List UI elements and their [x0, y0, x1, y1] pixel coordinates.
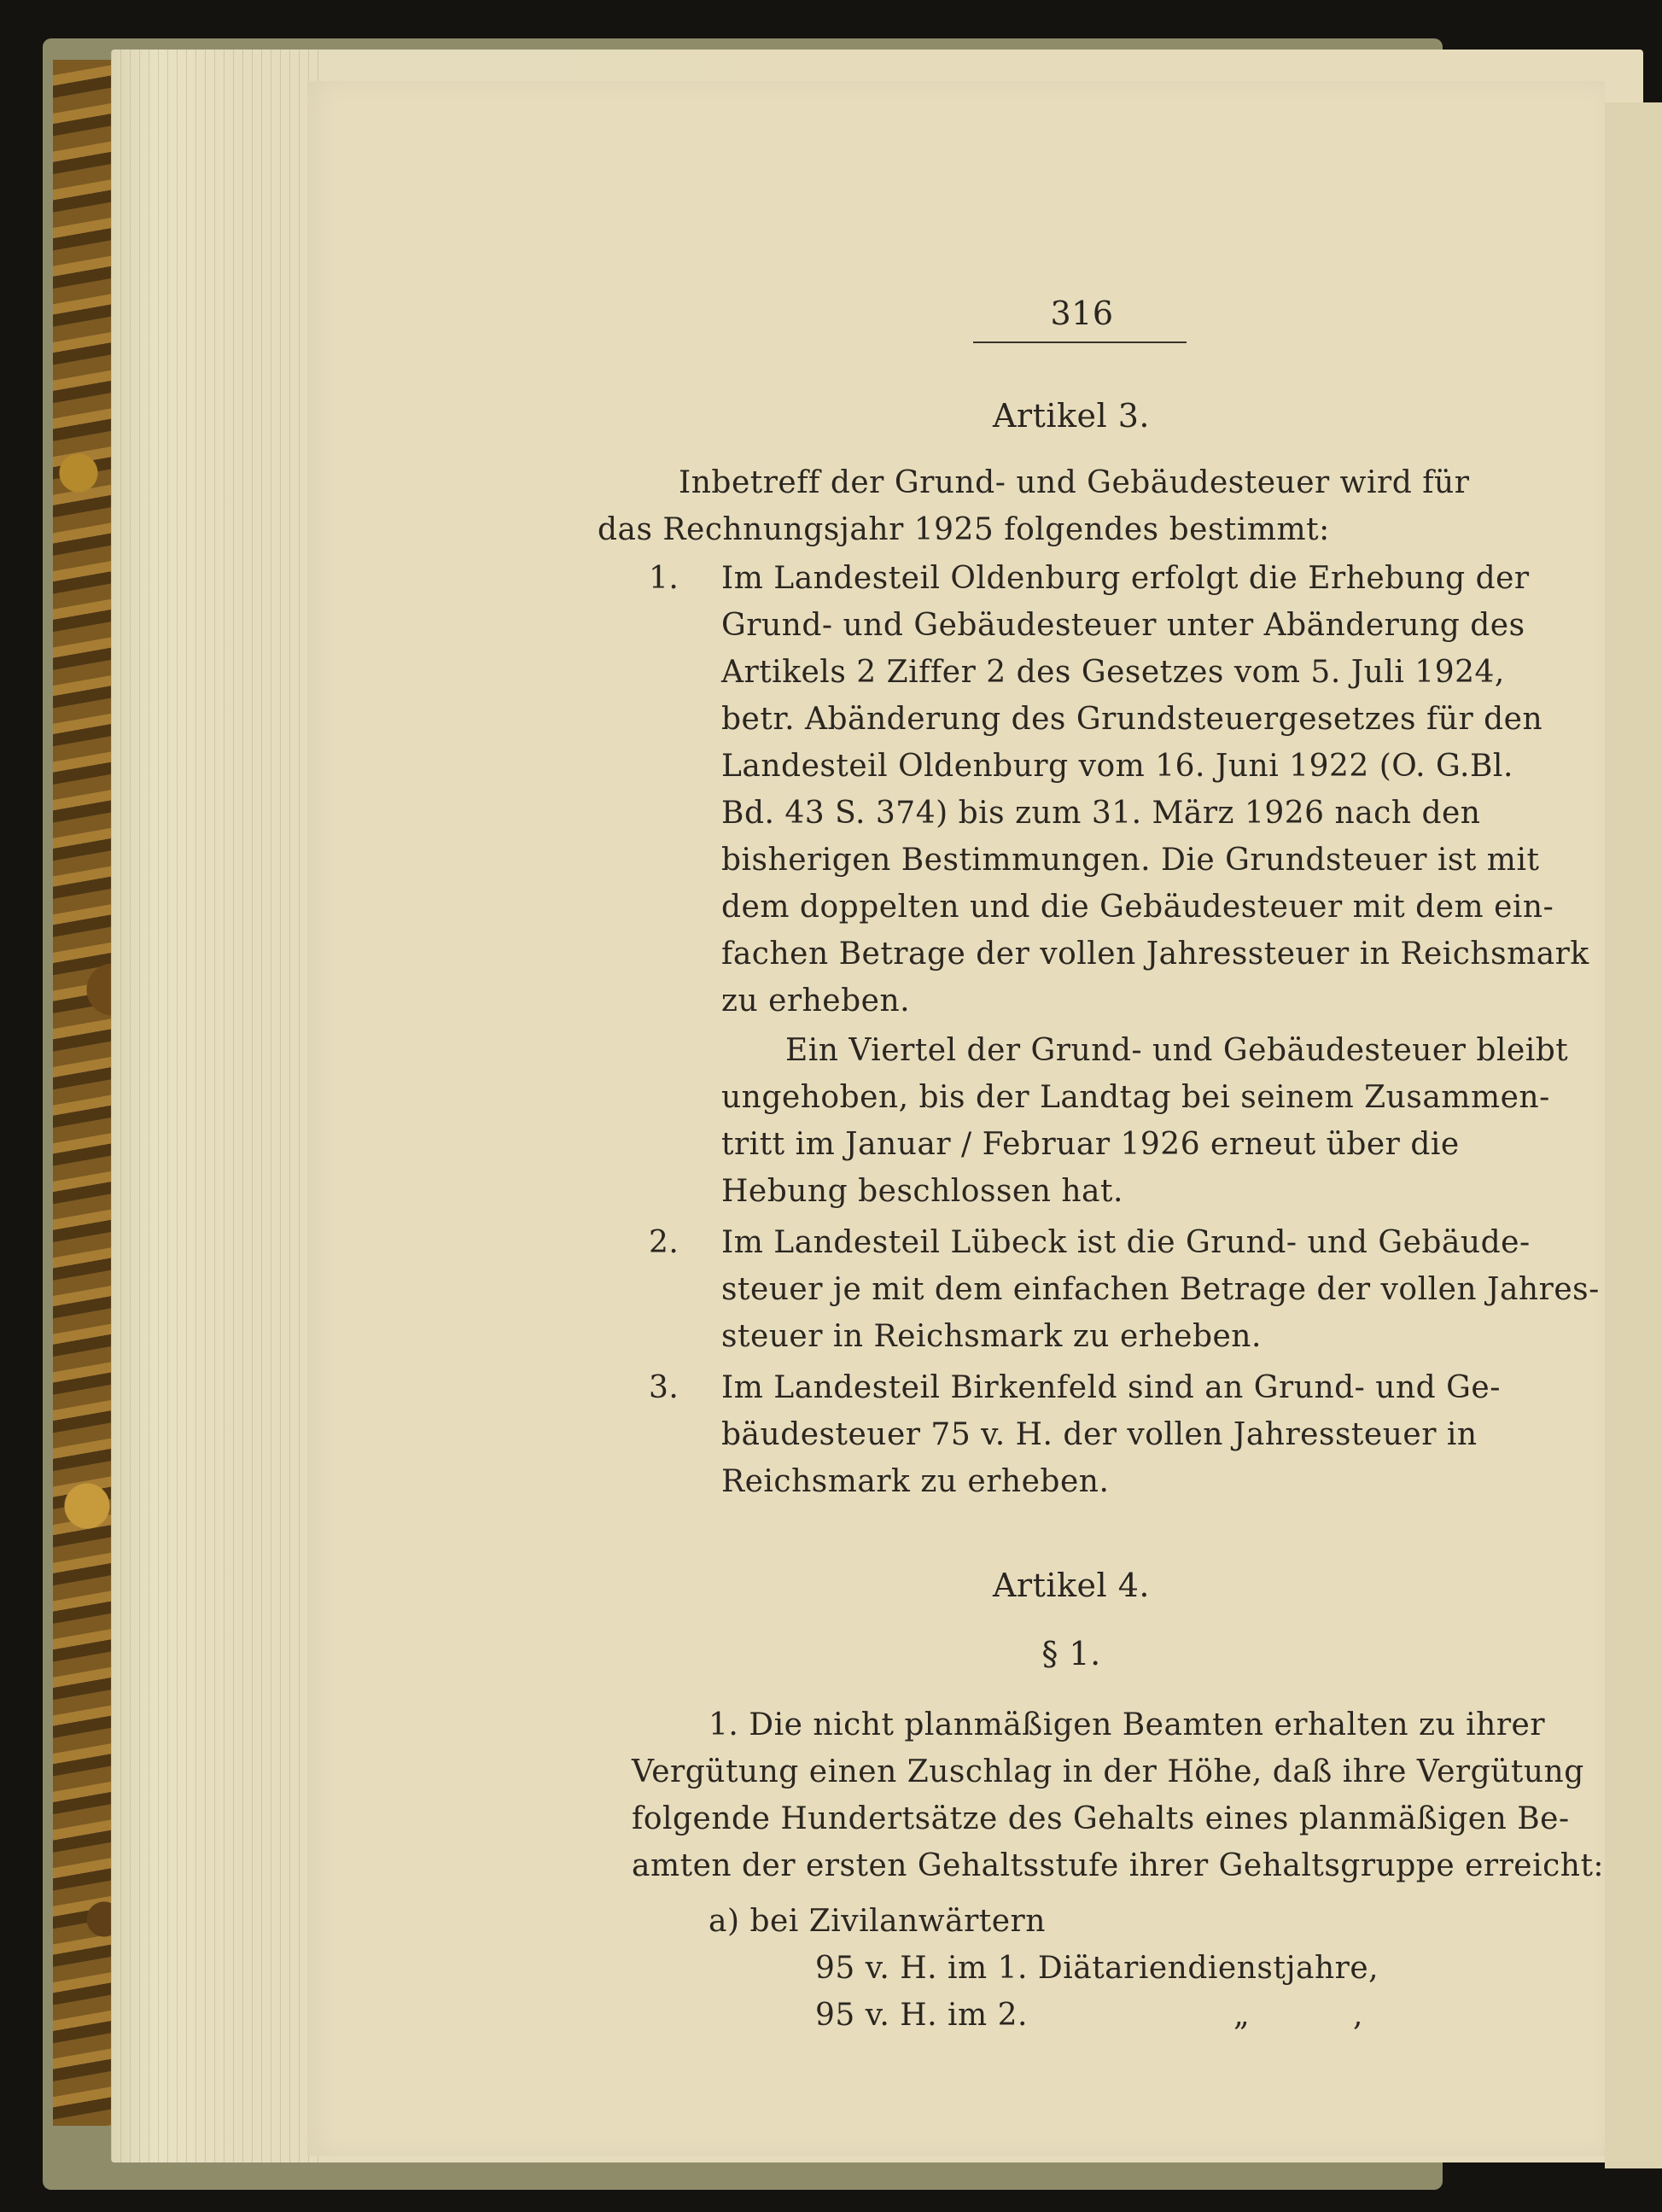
item-line: betr. Abänderung des Grundsteuergesetzes für den — [721, 702, 1543, 737]
item-line: dem doppelten und die Gebäudesteuer mit dem ein- — [721, 890, 1554, 925]
item-line: bisherigen Bestimmungen. Die Grundsteuer ist mit — [721, 843, 1540, 878]
intro-line: das Rechnungsjahr 1925 folgendes bestimmt: — [598, 512, 1330, 547]
page-number: 316 — [1050, 295, 1114, 332]
rate-line: 95 v. H. im 2. — [815, 1998, 1028, 2033]
paragraph-line: Vergütung einen Zuschlag in der Höhe, daß ihre Vergütung — [632, 1754, 1584, 1789]
ditto-comma: , — [1353, 1998, 1363, 2033]
item-line: Landesteil Oldenburg vom 16. Juni 1922 (O. G.Bl. — [721, 749, 1513, 784]
item-line: tritt im Januar / Februar 1926 erneut über die — [721, 1127, 1460, 1162]
paragraph-line: folgende Hundertsätze des Gehalts eines planmäßigen Be- — [632, 1801, 1570, 1836]
item-line: bäudesteuer 75 v. H. der vollen Jahressteuer in — [721, 1417, 1478, 1452]
article-3-heading: Artikel 3. — [992, 397, 1151, 435]
item-line: steuer in Reichsmark zu erheben. — [721, 1319, 1262, 1354]
item-line: Im Landesteil Birkenfeld sind an Grund- und Ge- — [721, 1370, 1501, 1405]
paragraph-line: amten der ersten Gehaltsstufe ihrer Gehaltsgruppe erreicht: — [632, 1848, 1605, 1883]
sub-item-a: a) bei Zivilanwärtern — [709, 1904, 1046, 1939]
item-line: Bd. 43 S. 374) bis zum 31. März 1926 nach den — [721, 796, 1481, 831]
page-edges — [111, 50, 324, 2162]
item-line: Artikels 2 Ziffer 2 des Gesetzes vom 5. Juli 1924, — [721, 655, 1505, 690]
section-heading: § 1. — [1041, 1635, 1101, 1672]
item-line: Ein Viertel der Grund- und Gebäudesteuer bleibt — [785, 1033, 1569, 1068]
item-line: steuer je mit dem einfachen Betrage der vollen Jahres- — [721, 1272, 1600, 1307]
article-4-heading: Artikel 4. — [992, 1567, 1151, 1604]
item-line: Reichsmark zu erheben. — [721, 1464, 1110, 1499]
item-line: ungehoben, bis der Landtag bei seinem Zusammen- — [721, 1080, 1550, 1115]
item-line: Hebung beschlossen hat. — [721, 1174, 1123, 1209]
rate-line: 95 v. H. im 1. Diätariendienstjahre, — [815, 1951, 1379, 1986]
ditto-mark: „ — [1233, 1998, 1251, 2033]
facing-page-edge — [1605, 102, 1662, 2168]
paragraph-line: 1. Die nicht planmäßigen Beamten erhalten zu ihrer — [709, 1707, 1546, 1742]
page-content — [598, 295, 1605, 2053]
item-number: 3. — [649, 1370, 679, 1405]
page-number-rule — [973, 341, 1187, 343]
item-line: fachen Betrage der vollen Jahressteuer in Reichsmark — [721, 937, 1589, 972]
item-number: 1. — [649, 561, 679, 596]
intro-line: Inbetreff der Grund- und Gebäudesteuer wird für — [679, 465, 1470, 500]
item-line: zu erheben. — [721, 983, 911, 1018]
item-number: 2. — [649, 1225, 679, 1260]
item-line: Im Landesteil Oldenburg erfolgt die Erhebung der — [721, 561, 1530, 596]
item-line: Im Landesteil Lübeck ist die Grund- und Gebäude- — [721, 1225, 1531, 1260]
item-line: Grund- und Gebäudesteuer unter Abänderung des — [721, 608, 1525, 643]
